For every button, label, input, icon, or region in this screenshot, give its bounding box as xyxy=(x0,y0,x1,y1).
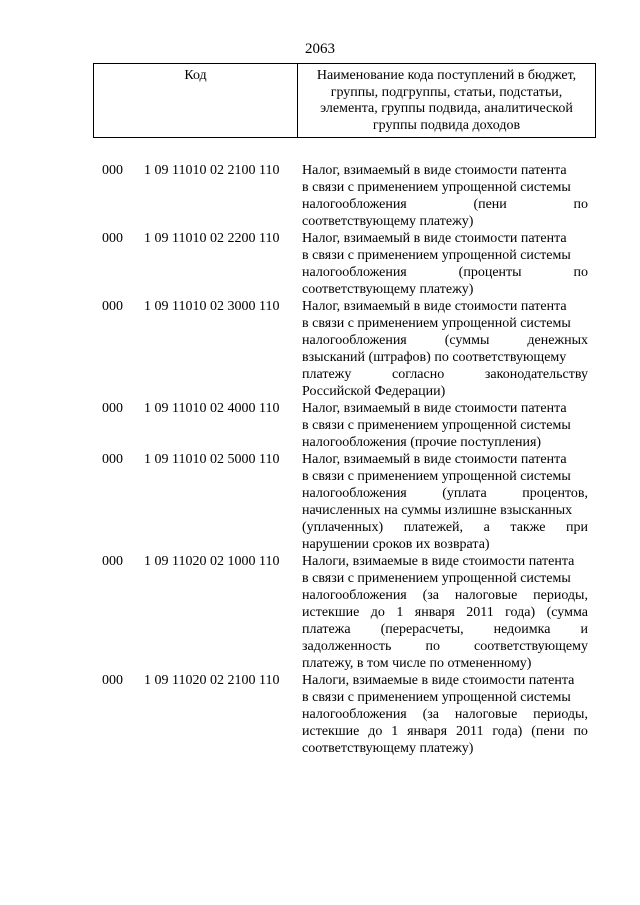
admin-code: 000 xyxy=(102,554,123,569)
description-line xyxy=(302,723,588,740)
description-line: в связи с применением упрощенной системы xyxy=(302,316,571,331)
revenue-code: 1 09 11020 02 1000 110 xyxy=(144,554,280,569)
table-body xyxy=(0,162,640,757)
description-word: по xyxy=(573,724,588,739)
description-line: Налог, взимаемый в виде стоимости патента xyxy=(302,231,567,246)
description-line: в связи с применением упрощенной системы xyxy=(302,690,571,705)
revenue-code: 1 09 11010 02 2100 110 xyxy=(144,163,280,178)
description-line: в связи с применением упрощенной системы xyxy=(302,571,571,586)
description-line: соответствующему платежу) xyxy=(302,214,474,229)
description-line xyxy=(302,604,588,621)
description-line: Налог, взимаемый в виде стоимости патента xyxy=(302,299,567,314)
table-row xyxy=(0,672,640,757)
description-word: налогообложения xyxy=(302,197,407,212)
description-line: соответствующему платежу) xyxy=(302,282,474,297)
description-word: (уплаченных) xyxy=(302,520,384,535)
description-word: 1 xyxy=(396,605,404,620)
description-word: по xyxy=(573,197,588,212)
description-line xyxy=(302,621,588,638)
description-word: 1 xyxy=(391,724,399,739)
description-line xyxy=(302,519,588,536)
description-word: платежей, xyxy=(403,520,464,535)
revenue-description xyxy=(302,298,588,400)
description-word: (перерасчеты, xyxy=(380,622,464,637)
description-word: налогообложения xyxy=(302,486,407,501)
description-word: (сумма xyxy=(546,605,588,620)
description-line: в связи с применением упрощенной системы xyxy=(302,418,571,433)
admin-code: 000 xyxy=(102,452,123,467)
description-word: периоды, xyxy=(533,588,588,603)
description-word: до xyxy=(370,605,385,620)
description-line: нарушении сроков их возврата) xyxy=(302,537,490,552)
description-word: законодательству xyxy=(484,367,588,382)
description-word: налоговые xyxy=(454,707,518,722)
revenue-description xyxy=(302,162,588,230)
description-word: января xyxy=(414,605,455,620)
description-line xyxy=(302,196,588,213)
description-line xyxy=(302,264,588,281)
description-word: истекшие xyxy=(302,605,360,620)
revenue-description xyxy=(302,672,588,757)
description-line: в связи с применением упрощенной системы xyxy=(302,180,571,195)
description-word: года) xyxy=(492,724,523,739)
revenue-description xyxy=(302,230,588,298)
table-row xyxy=(0,451,640,553)
table-row xyxy=(0,553,640,672)
description-word: и xyxy=(580,622,588,637)
description-word: 2011 xyxy=(466,605,494,620)
description-line: Налог, взимаемый в виде стоимости патента xyxy=(302,452,567,467)
description-line xyxy=(302,587,588,604)
description-word: платежа xyxy=(302,622,351,637)
description-word: при xyxy=(566,520,588,535)
header-name-line: элемента, группы подвида, аналитической xyxy=(320,101,573,116)
revenue-code: 1 09 11020 02 2100 110 xyxy=(144,673,280,688)
header-name-column xyxy=(298,64,595,137)
description-word: налогообложения xyxy=(302,265,407,280)
description-line: налогообложения (прочие поступления) xyxy=(302,435,542,450)
description-word: года) xyxy=(505,605,536,620)
admin-code: 000 xyxy=(102,163,123,178)
header-name-line: Наименование кода поступлений в бюджет, xyxy=(316,68,577,83)
description-line: взысканий (штрафов) по соответствующему xyxy=(302,350,567,365)
description-line: Налоги, взимаемые в виде стоимости патента xyxy=(302,554,575,569)
description-word: по xyxy=(573,265,588,280)
page-number: 2063 xyxy=(305,41,335,57)
description-word: (уплата xyxy=(442,486,487,501)
description-word: налоговые xyxy=(454,588,518,603)
admin-code: 000 xyxy=(102,673,123,688)
description-word: (суммы xyxy=(444,333,490,348)
revenue-code: 1 09 11010 02 5000 110 xyxy=(144,452,280,467)
revenue-code: 1 09 11010 02 3000 110 xyxy=(144,299,280,314)
description-line: в связи с применением упрощенной системы xyxy=(302,248,571,263)
description-word: а xyxy=(483,520,490,535)
description-word: (пени xyxy=(473,197,507,212)
admin-code: 000 xyxy=(102,401,123,416)
table-row xyxy=(0,400,640,451)
description-line: Налог, взимаемый в виде стоимости патента xyxy=(302,401,567,416)
description-word: (пени xyxy=(531,724,565,739)
table-header xyxy=(93,63,596,138)
revenue-code: 1 09 11010 02 4000 110 xyxy=(144,401,280,416)
table-row xyxy=(0,298,640,400)
description-line: начисленных на суммы излишне взысканных xyxy=(302,503,573,518)
description-word: (проценты xyxy=(458,265,522,280)
description-word: истекшие xyxy=(302,724,360,739)
header-name-line: группы подвида доходов xyxy=(372,117,521,133)
description-word: 2011 xyxy=(455,724,484,739)
description-line: Налоги, взимаемые в виде стоимости патента xyxy=(302,673,575,688)
description-line: в связи с применением упрощенной системы xyxy=(302,469,571,484)
header-code-column: Код xyxy=(94,64,298,137)
description-word: января xyxy=(407,724,448,739)
description-line xyxy=(302,485,588,502)
admin-code: 000 xyxy=(102,231,123,246)
description-line: Налог, взимаемый в виде стоимости патента xyxy=(302,163,567,178)
description-line xyxy=(302,332,588,349)
admin-code: 000 xyxy=(102,299,123,314)
revenue-code: 1 09 11010 02 2200 110 xyxy=(144,231,280,246)
description-word: периоды, xyxy=(533,707,588,722)
description-line: Российской Федерации) xyxy=(302,384,446,399)
description-line: платежу, в том числе по отмененному) xyxy=(302,656,532,671)
description-word: соответствующему xyxy=(474,639,588,654)
table-row xyxy=(0,162,640,230)
description-line xyxy=(302,638,588,655)
description-word: платежу xyxy=(302,367,352,382)
description-word: процентов, xyxy=(522,486,588,501)
description-word: (за xyxy=(422,707,439,722)
description-word: налогообложения xyxy=(302,333,407,348)
table-row xyxy=(0,230,640,298)
description-word: налогообложения xyxy=(302,588,407,603)
description-word: до xyxy=(368,724,383,739)
description-word: согласно xyxy=(392,367,445,382)
revenue-description xyxy=(302,553,588,672)
description-word: (за xyxy=(422,588,439,603)
revenue-description xyxy=(302,400,588,451)
description-word: налогообложения xyxy=(302,707,407,722)
description-word: недоимка xyxy=(493,622,551,637)
description-line xyxy=(302,366,588,383)
description-line xyxy=(302,706,588,723)
description-word: задолженность xyxy=(302,639,392,654)
revenue-description xyxy=(302,451,588,553)
description-word: по xyxy=(425,639,440,654)
description-word: также xyxy=(510,520,546,535)
description-line: соответствующему платежу) xyxy=(302,741,474,756)
header-name-line: группы, подгруппы, статьи, подстатьи, xyxy=(330,84,563,100)
description-word: денежных xyxy=(527,333,588,348)
